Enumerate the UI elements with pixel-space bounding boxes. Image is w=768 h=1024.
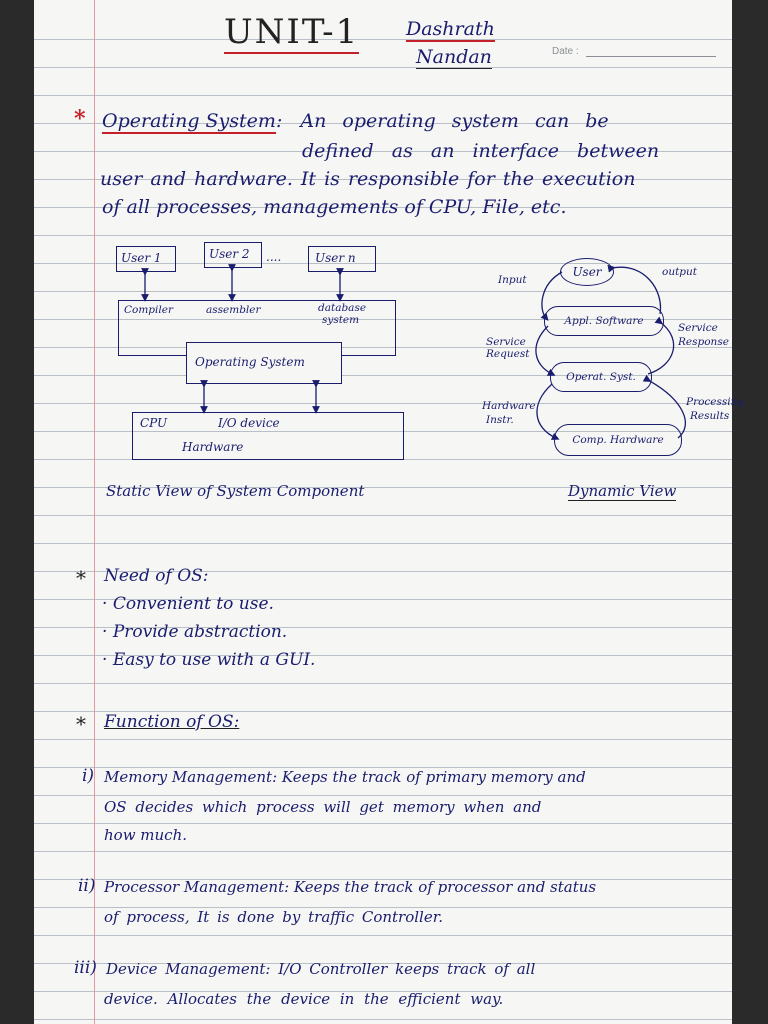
intro-line-3: user and hardware. It is responsible for the execution xyxy=(100,168,636,190)
dynamic-view-caption: Dynamic View xyxy=(568,482,677,500)
dyn-hw-instr-1: Hardware xyxy=(482,400,536,412)
dyn-service-response-1: Service xyxy=(678,322,718,334)
notebook-page xyxy=(34,0,745,1024)
dyn-proc-results-2: Results xyxy=(690,410,730,422)
function-item2-num: ii) xyxy=(78,876,96,896)
function-item3-num: iii) xyxy=(74,958,97,978)
user2-label: User 2 xyxy=(209,247,250,261)
function-heading: Function of OS: xyxy=(104,712,240,732)
dyn-output-label: output xyxy=(662,266,698,278)
database-label-line2: system xyxy=(322,314,360,326)
assembler-label: assembler xyxy=(206,304,261,316)
os-term-colon: : xyxy=(275,110,283,132)
hardware-label: Hardware xyxy=(182,440,244,454)
function-item1-line1: Memory Management: Keeps the track of primary memory and xyxy=(104,768,586,786)
cpu-label: CPU xyxy=(140,416,168,430)
function-bullet: * xyxy=(76,712,86,736)
author-first-name: Dashrath xyxy=(406,18,495,40)
function-item3-line2: device. Allocates the device in the efficient way. xyxy=(104,990,504,1008)
function-item2-line2: of process, It is done by traffic Controller. xyxy=(104,908,444,926)
need-bullet: * xyxy=(76,566,86,590)
dyn-user-label: User xyxy=(572,265,602,279)
users-ellipsis: .... xyxy=(266,250,282,264)
io-device-label: I/O device xyxy=(218,416,280,430)
function-item2-line1: Processor Management: Keeps the track of processor and status xyxy=(104,878,597,896)
dyn-app-label: Appl. Software xyxy=(564,315,644,327)
dyn-service-response-2: Response xyxy=(678,336,729,348)
os-term: Operating System xyxy=(102,110,276,132)
dyn-hw-instr-2: Instr. xyxy=(486,414,514,426)
dyn-os-label: Operat. Syst. xyxy=(566,371,636,383)
dyn-service-request-1: Service xyxy=(486,336,526,348)
author-last-name: Nandan xyxy=(416,46,492,68)
compiler-label: Compiler xyxy=(124,304,173,316)
need-item-1: · Convenient to use. xyxy=(102,594,274,614)
diagram-arrows xyxy=(34,0,732,520)
date-label: Date : xyxy=(552,46,579,57)
intro-bullet: * xyxy=(74,106,86,132)
database-label-line1: database xyxy=(318,302,367,314)
dyn-proc-results-1: Processing xyxy=(686,396,745,408)
function-item3-line1: Device Management: I/O Controller keeps track of all xyxy=(106,960,536,978)
function-item1-num: i) xyxy=(82,766,95,786)
function-item1-line2: OS decides which process will get memory when and xyxy=(104,798,542,816)
need-heading: Need of OS: xyxy=(104,566,209,586)
dyn-input-label: Input xyxy=(498,274,527,286)
intro-line-1: An operating system can be xyxy=(300,110,609,132)
function-item1-line3: how much. xyxy=(104,826,188,844)
usern-label: User n xyxy=(315,251,356,265)
need-item-2: · Provide abstraction. xyxy=(102,622,288,642)
intro-line-2: defined as an interface between xyxy=(302,140,660,162)
user1-label: User 1 xyxy=(121,251,162,265)
unit-title: UNIT-1 xyxy=(224,12,360,52)
static-view-caption: Static View of System Component xyxy=(106,482,365,500)
os-box-label: Operating System xyxy=(195,355,305,369)
need-item-3: · Easy to use with a GUI. xyxy=(102,650,316,670)
dyn-hw-label: Comp. Hardware xyxy=(572,434,664,446)
intro-line-4: of all processes, managements of CPU, File, etc. xyxy=(102,196,567,218)
dyn-service-request-2: Request xyxy=(486,348,530,360)
